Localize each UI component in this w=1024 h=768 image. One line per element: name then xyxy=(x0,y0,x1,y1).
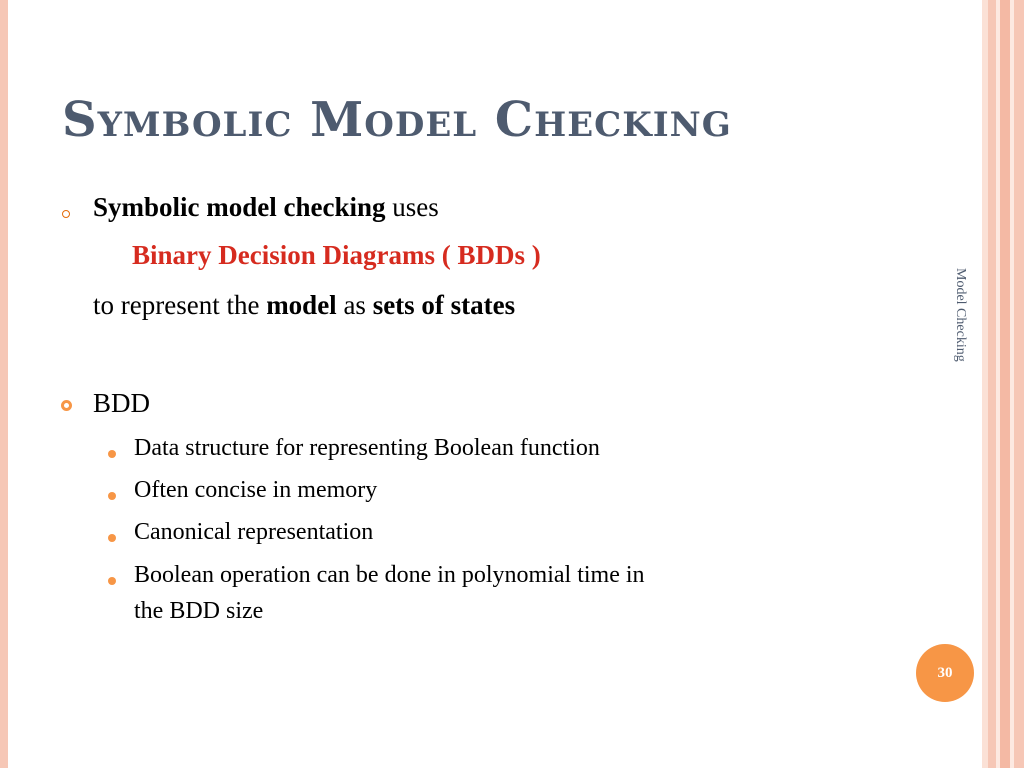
sub-bullet-item-continuation: the BDD size xyxy=(134,598,264,624)
side-label: Model Checking xyxy=(953,268,968,362)
bold-lead: Symbolic model checking xyxy=(93,192,386,222)
bdd-highlight: Binary Decision Diagrams ( BDDs ) xyxy=(132,240,541,270)
slide-title: Symbolic Model Checking xyxy=(62,92,732,148)
cont-bold-model: model xyxy=(266,290,337,320)
sub-bullet-dot-icon xyxy=(108,492,116,500)
bullet-symbolic-model-checking xyxy=(93,192,439,223)
bullet-continuation xyxy=(93,290,515,321)
sub-bullet-item: Often concise in memory xyxy=(134,477,378,503)
sub-bullet-item: Boolean operation can be done in polynomial time in xyxy=(134,562,645,588)
sub-bullet-dot-icon xyxy=(108,534,116,542)
sub-bullet-item: Canonical representation xyxy=(134,519,374,545)
cont-mid: as xyxy=(336,290,373,320)
page-number: 30 xyxy=(937,664,953,681)
sub-bullet-item: Data structure for representing Boolean function xyxy=(134,435,600,461)
bullet-bdd: BDD xyxy=(93,388,151,418)
lead-rest: uses xyxy=(385,192,439,222)
slide-frame-right xyxy=(982,0,1024,768)
cont-prefix: to represent the xyxy=(93,290,267,320)
sub-bullet-dot-icon xyxy=(108,450,116,458)
bullet-bold-circle-icon xyxy=(61,400,72,411)
cont-bold-sets: sets of states xyxy=(372,290,516,320)
page-number-badge xyxy=(916,644,974,702)
bullet-circle-icon xyxy=(62,210,70,218)
sub-bullet-dot-icon xyxy=(108,577,116,585)
slide-frame-left xyxy=(0,0,8,768)
